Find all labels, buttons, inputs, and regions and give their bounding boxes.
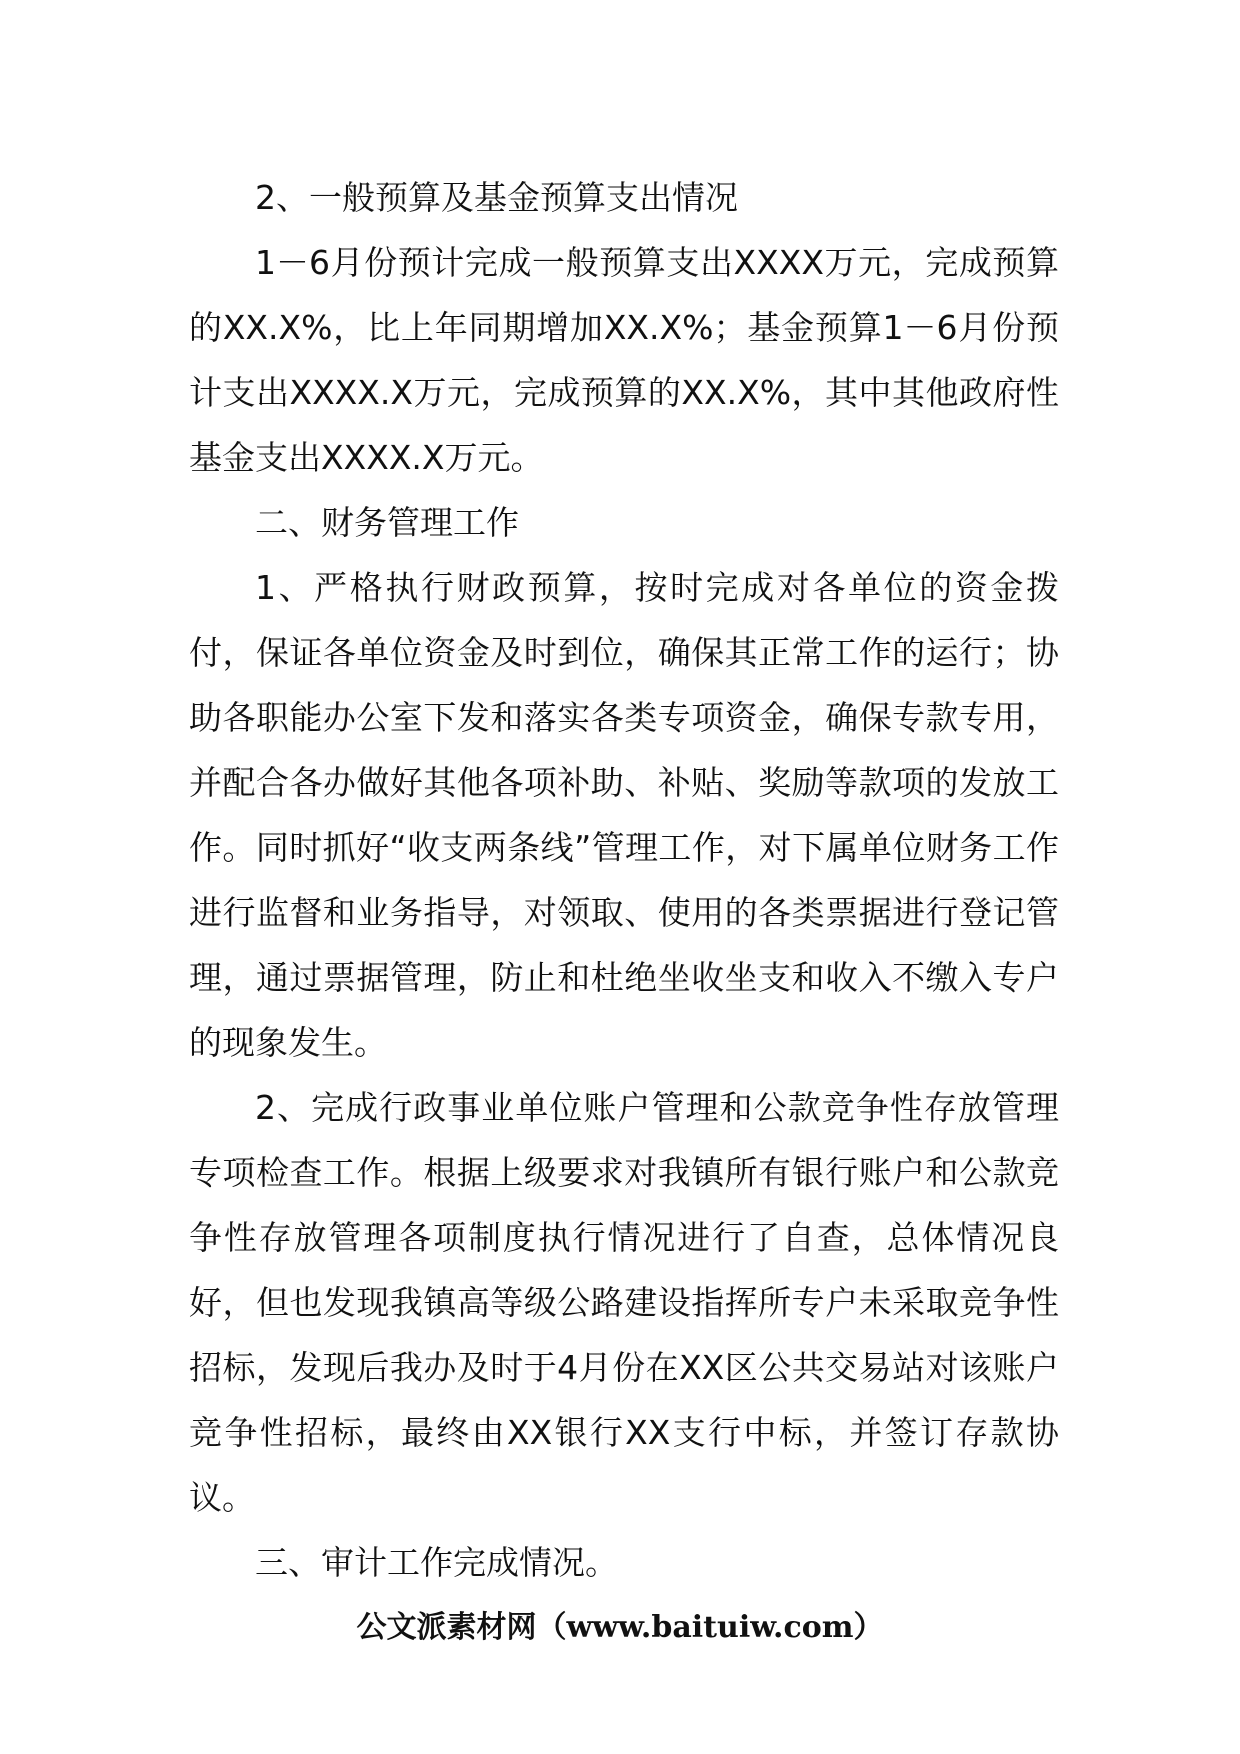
heading-budget-expenditure: 2、一般预算及基金预算支出情况 [255,178,738,217]
document-body [189,165,1059,1595]
heading-financial-management: 二、财务管理工作 [255,503,519,542]
footer-watermark: 公文派素材网（www.baituiw.com） [356,1610,884,1645]
heading-audit-work: 三、审计工作完成情况。 [255,1543,618,1582]
paragraph-budget-execution: 1、严格执行财政预算，按时完成对各单位的资金拨付，保证各单位资金及时到位，确保其正常工作的运行；协助各职能办公室下发和落实各类专项资金，确保专款专用，并配合各办做好其他各项补助、补贴、奖励等款项的发放工作。同时抓好“收支两条线”管理工作，对下属单位财务工作进行监督和业务指导，对领取、使用的各类票据进行登记管理，通过票据管理，防止和杜绝坐收坐支和收入不缴入专户的现象发生。 [189,568,1059,1062]
paragraph-account-inspection: 2、完成行政事业单位账户管理和公款竞争性存放管理专项检查工作。根据上级要求对我镇所有银行账户和公款竞争性存放管理各项制度执行情况进行了自查，总体情况良好，但也发现我镇高等级公路建设指挥所专户未采取竞争性招标，发现后我办及时于4月份在XX区公共交易站对该账户竞争性招标，最终由XX银行XX支行中标，并签订存款协议。 [189,1088,1059,1517]
paragraph-budget-figures: 1－6月份预计完成一般预算支出XXXX万元，完成预算的XX.X%，比上年同期增加XX.X%；基金预算1－6月份预计支出XXXX.X万元，完成预算的XX.X%，其中其他政府性基金支出XXXX.X万元。 [189,243,1059,477]
